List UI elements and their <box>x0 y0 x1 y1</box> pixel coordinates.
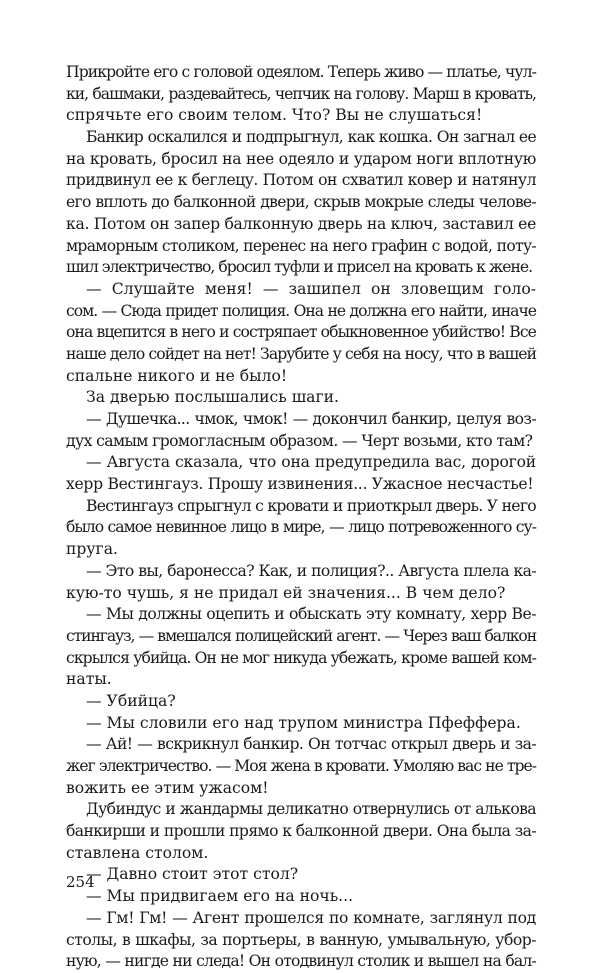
text-line: мраморным столиком, перенес на него графин с водой, поту- <box>66 236 536 255</box>
text-line: скрылся убийца. Он не мог никуда убежать, кроме вашей ком- <box>66 648 536 667</box>
text-line: Банкир оскалился и подпрыгнул, как кошка. Он загнал ее <box>86 128 536 147</box>
text-line: херр Вестингауз. Прошу извинения... Ужасное несчастье! <box>66 475 534 494</box>
text-line: банкирши и прошли прямо к балконной двери. Она была за- <box>66 822 536 841</box>
page-text <box>66 62 536 973</box>
text-line: вожить ее этим ужасом! <box>66 778 269 797</box>
text-line: — Это вы, баронесса? Как, и полиция?.. Августа плела ка- <box>86 561 536 580</box>
text-line: жег электричество. — Моя жена в кровати. Умоляю вас не тре- <box>66 757 536 775</box>
text-line: — Мы придвигаем его на ночь... <box>86 887 354 906</box>
text-line: — Августа сказала, что она предупредила вас, дорогой <box>86 453 536 472</box>
text-line: кую-то чушь, я не придал ей значения... В чем дело? <box>66 583 506 602</box>
text-line: пруга. <box>66 540 118 559</box>
text-line: ка. Потом он запер балконную дверь на ключ, заставил ее <box>66 214 536 233</box>
text-line: стингауз, — вмешался полицейский агент. — Через ваш балкон <box>66 626 536 645</box>
text-line: шил электричество, бросил туфли и присел на кровать к жене. <box>66 258 533 277</box>
text-line: Дубиндус и жандармы деликатно отвернулись от алькова <box>86 800 536 819</box>
text-line: Вестингауз спрыгнул с кровати и приоткрыл дверь. У него <box>86 496 536 515</box>
text-line: ставлена столом. <box>66 843 209 862</box>
text-line: — Мы должны оцепить и обыскать эту комнату, херр Ве- <box>86 605 536 624</box>
text-line: придвинул ее к беглецу. Потом он схватил ковер и натянул <box>66 171 536 190</box>
text-line: — Ай! — вскрикнул банкир. Он тотчас открыл дверь и за- <box>86 735 536 754</box>
text-line: столы, в шкафы, за портьеры, в ванную, умывальную, убор- <box>66 930 536 949</box>
text-line: — Слушайте меня! — зашипел он зловещим голо- <box>86 279 536 298</box>
text-line: наты. <box>66 670 112 689</box>
text-line: его вплоть до балконной двери, скрыв мокрые следы челове- <box>66 193 536 212</box>
text-line: — Убийца? <box>86 691 176 710</box>
text-line: наше дело сойдет на нет! Зарубите у себя на носу, что в вашей <box>66 344 537 363</box>
text-line: на кровать, бросил на нее одеяло и ударом ноги вплотную <box>66 149 536 168</box>
text-line: За дверью послышались шаги. <box>86 388 340 407</box>
text-line: спрячьте его своим телом. Что? Вы не слушаться! <box>66 106 483 125</box>
text-line: сом. — Сюда придет полиция. Она не должна его найти, иначе <box>66 301 536 320</box>
text-line: Прикройте его с головой одеялом. Теперь живо — платье, чул- <box>66 63 536 81</box>
text-line: она вцепится в него и состряпает обыкновенное убийство! Все <box>66 323 536 342</box>
text-line: ную, — нигде ни следа! Он отодвинул столик и вышел на бал- <box>66 952 536 971</box>
page-number: 254 <box>66 873 95 891</box>
text-line: ки, башмаки, раздевайтесь, чепчик на голову. Марш в кровать, <box>66 84 536 103</box>
text-line: — Гм! Гм! — Агент прошелся по комнате, заглянул под <box>86 908 536 927</box>
text-line: — Мы словили его над трупом министра Пфеффера. <box>86 713 521 732</box>
text-line: дух самым громогласным образом. — Черт возьми, кто там? <box>66 431 533 450</box>
text-line: спальне никого и не было! <box>66 366 288 385</box>
text-line: — Душечка... чмок, чмок! — докончил банкир, целуя воз- <box>86 410 536 428</box>
text-line: — Давно стоит этот стол? <box>86 865 299 884</box>
text-line: было самое невинное лицо в мире, — лицо потревоженного су- <box>66 518 536 537</box>
